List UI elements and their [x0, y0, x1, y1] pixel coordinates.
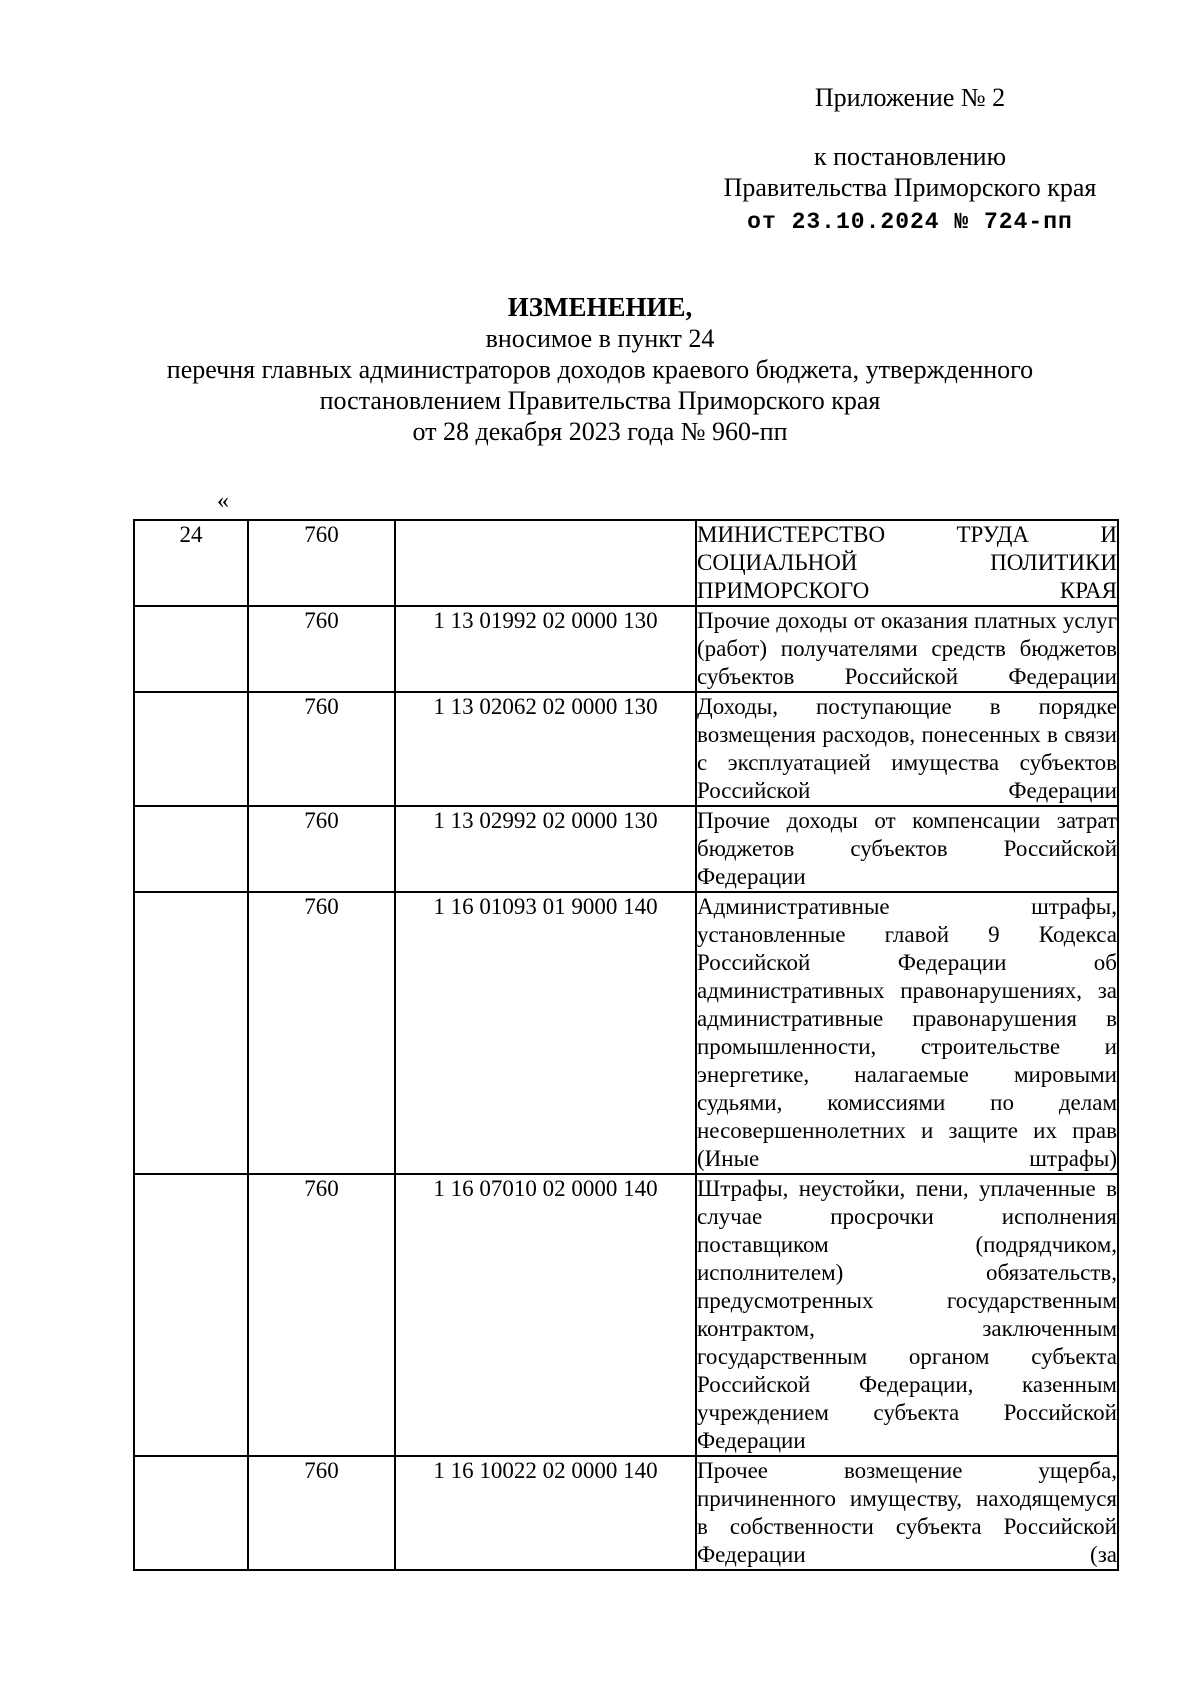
- heading-line-3: постановлением Правительства Приморского края: [319, 386, 881, 415]
- heading-line-2: перечня главных администраторов доходов краевого бюджета, утвержденного: [166, 355, 1034, 384]
- admin-code: 760: [248, 520, 395, 606]
- admin-code: 760: [248, 606, 395, 692]
- row-number: [134, 692, 248, 806]
- row-number: [134, 1456, 248, 1570]
- document-heading: [80, 292, 1120, 447]
- row-number: [134, 606, 248, 692]
- opening-quote: «: [217, 488, 229, 514]
- income-description: Прочие доходы от компенсации затрат бюджетов субъектов Российской Федерации: [696, 806, 1118, 892]
- heading-line-4: от 28 декабря 2023 года № 960-пп: [412, 417, 788, 446]
- income-description: Доходы, поступающие в порядке возмещения расходов, понесенных в связи с эксплуатацией имущества субъектов Российской Федерации: [696, 692, 1118, 806]
- admin-code: 760: [248, 692, 395, 806]
- income-description: Штрафы, неустойки, пени, уплаченные в случае просрочки исполнения поставщиком (подрядчиком, исполнителем) обязательств, предусмотренных государственным контрактом, заключенным государственным органом субъекта Российской Федерации, казенным учреждением субъекта Российской Федерации: [696, 1174, 1118, 1456]
- income-code: 1 16 10022 02 0000 140: [395, 1456, 696, 1570]
- table-row: [134, 692, 1118, 806]
- row-number: [134, 892, 248, 1174]
- appendix-block: [700, 82, 1120, 238]
- table-row: [134, 520, 1118, 606]
- admin-code: 760: [248, 806, 395, 892]
- income-code: 1 16 07010 02 0000 140: [395, 1174, 696, 1456]
- admin-code: 760: [248, 892, 395, 1174]
- table-row: [134, 806, 1118, 892]
- income-code: 1 16 01093 01 9000 140: [395, 892, 696, 1174]
- income-code: [395, 520, 696, 606]
- heading-title: ИЗМЕНЕНИЕ,: [507, 292, 693, 322]
- appendix-line-1: к постановлению: [813, 142, 1007, 171]
- table-row: [134, 892, 1118, 1174]
- income-description: Прочие доходы от оказания платных услуг (работ) получателями средств бюджетов субъектов Российской Федерации: [696, 606, 1118, 692]
- row-number: [134, 806, 248, 892]
- income-code: 1 13 01992 02 0000 130: [395, 606, 696, 692]
- income-description: Административные штрафы, установленные главой 9 Кодекса Российской Федерации об административных правонарушениях, за административные правонарушения в промышленности, строительстве и энергетике, налагаемые мировыми судьями, комиссиями по делам несовершеннолетних и защите их прав (Иные штрафы): [696, 892, 1118, 1174]
- row-number: [134, 1174, 248, 1456]
- income-description: МИНИСТЕРСТВО ТРУДА И СОЦИАЛЬНОЙ ПОЛИТИКИ ПРИМОРСКОГО КРАЯ: [696, 520, 1118, 606]
- income-code: 1 13 02992 02 0000 130: [395, 806, 696, 892]
- appendix-line-2: Правительства Приморского края: [723, 173, 1097, 202]
- row-number: 24: [134, 520, 248, 606]
- appendix-title: Приложение № 2: [814, 83, 1006, 112]
- income-code: 1 13 02062 02 0000 130: [395, 692, 696, 806]
- admin-code: 760: [248, 1174, 395, 1456]
- income-description: Прочее возмещение ущерба, причиненного имуществу, находящемуся в собственности субъекта Российской Федерации (за: [696, 1456, 1118, 1570]
- appendix-date: от 23.10.2024 № 724-пп: [747, 209, 1073, 235]
- table-row: [134, 1456, 1118, 1570]
- admin-code: 760: [248, 1456, 395, 1570]
- heading-line-1: вносимое в пункт 24: [485, 324, 715, 353]
- table-row: [134, 1174, 1118, 1456]
- table-row: [134, 606, 1118, 692]
- income-table: [133, 519, 1119, 1571]
